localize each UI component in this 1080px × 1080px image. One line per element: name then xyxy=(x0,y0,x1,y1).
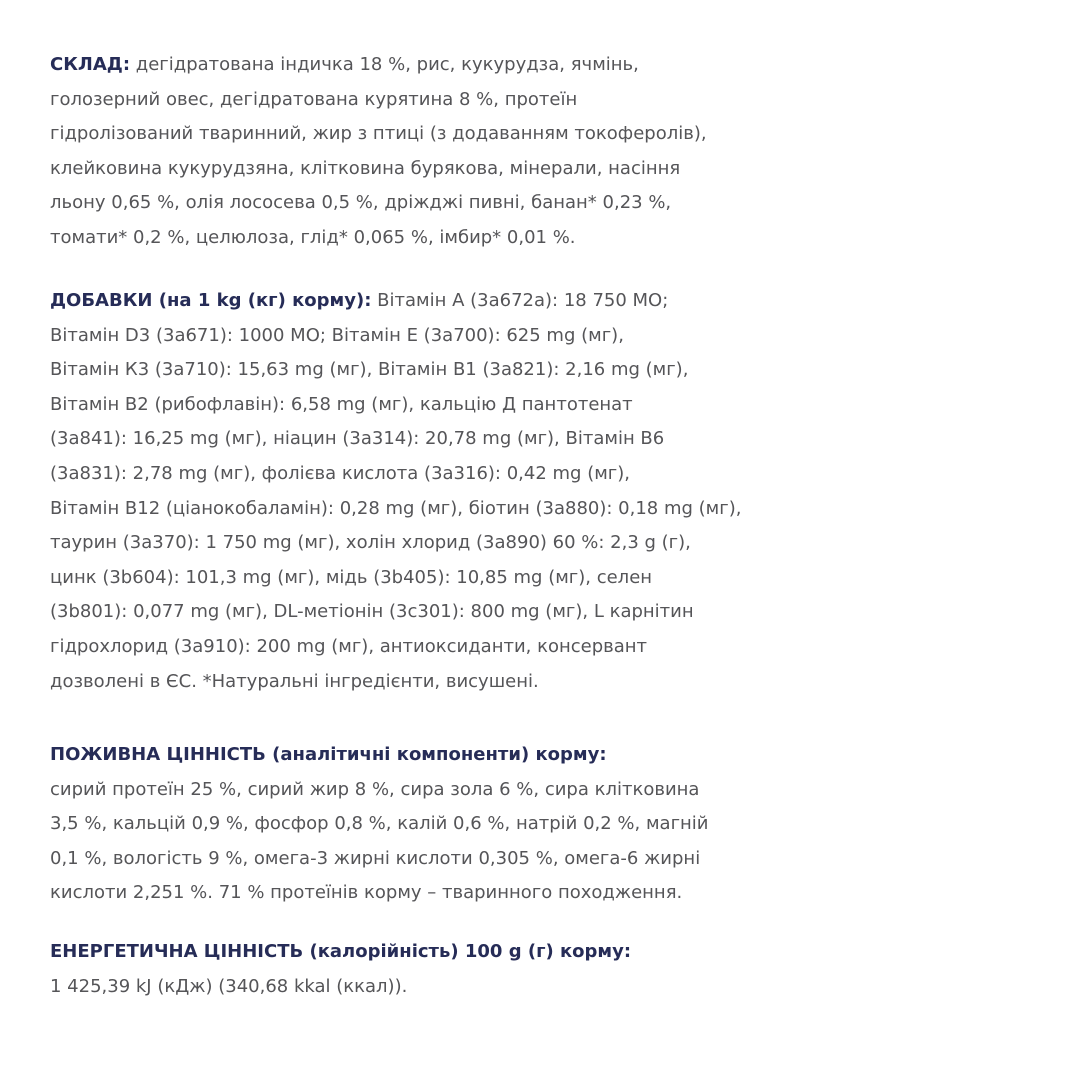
composition-line: гідролізований тваринний, жир з птиці (з додаванням токоферолів), xyxy=(50,123,707,145)
additives-line: Вітамін В12 (ціанокобаламін): 0,28 mg (мг), біотин (3а880): 0,18 mg (мг), xyxy=(50,497,742,519)
composition-heading: СКЛАД: xyxy=(50,54,131,75)
composition-section xyxy=(50,48,1050,256)
energy-heading: ЕНЕРГЕТИЧНА ЦІННІСТЬ (калорійність) 100 g (г) корму: xyxy=(50,941,632,962)
nutrition-line: 0,1 %, вологість 9 %, омега-3 жирні кислоти 0,305 %, омега-6 жирні xyxy=(50,847,701,869)
additives-line: (3а841): 16,25 mg (мг), ніацин (3а314): 20,78 mg (мг), Вітамін В6 xyxy=(50,428,665,450)
composition-line: льону 0,65 %, олія лососева 0,5 %, дріжджі пивні, банан* 0,23 %, xyxy=(50,192,672,214)
additives-line: Вітамін D3 (3а671): 1000 МО; Вітамін Е (3а700): 625 mg (мг), xyxy=(50,324,624,346)
composition-line: клейковина кукурудзяна, клітковина бурякова, мінерали, насіння xyxy=(50,157,681,179)
additives-line: гідрохлорид (3а910): 200 mg (мг), антиоксиданти, консервант xyxy=(50,635,648,657)
composition-line xyxy=(50,48,1050,83)
additives-text: Вітамін А (3а672а): 18 750 МО; xyxy=(371,290,669,311)
nutrition-line: 3,5 %, кальцій 0,9 %, фосфор 0,8 %, калій 0,6 %, натрій 0,2 %, магній xyxy=(50,813,709,835)
additives-line: цинк (3b604): 101,3 mg (мг), мідь (3b405): 10,85 mg (мг), селен xyxy=(50,566,653,588)
composition-line: томати* 0,2 %, целюлоза, глід* 0,065 %, імбир* 0,01 %. xyxy=(50,226,576,248)
composition-text: дегідратована індичка 18 %, рис, кукурудза, ячмінь, xyxy=(130,54,639,75)
additives-heading: ДОБАВКИ (на 1 kg (кг) корму): xyxy=(50,290,372,311)
additives-line xyxy=(50,284,1050,319)
energy-line: 1 425,39 kJ (кДж) (340,68 kkal (ккал)). xyxy=(50,975,408,997)
additives-line: таурин (3а370): 1 750 mg (мг), холін хлорид (3а890) 60 %: 2,3 g (г), xyxy=(50,532,691,554)
additives-line: Вітамін К3 (3а710): 15,63 mg (мг), Вітамін В1 (3а821): 2,16 mg (мг), xyxy=(50,359,689,381)
energy-section xyxy=(50,935,1050,1004)
composition-line: голозерний овес, дегідратована курятина 8 %, протеїн xyxy=(50,88,578,110)
nutrition-section xyxy=(50,738,1050,911)
nutrition-line: сирий протеїн 25 %, сирий жир 8 %, сира зола 6 %, сира клітковина xyxy=(50,778,700,800)
additives-section xyxy=(50,284,1050,699)
additives-line: Вітамін В2 (рибофлавін): 6,58 mg (мг), кальцію Д пантотенат xyxy=(50,393,633,415)
additives-line: дозволені в ЄС. *Натуральні інгредієнти, висушені. xyxy=(50,670,539,692)
nutrition-heading: ПОЖИВНА ЦІННІСТЬ (аналітичні компоненти) корму: xyxy=(50,744,607,765)
additives-line: (3b801): 0,077 mg (мг), DL-метіонін (3c301): 800 mg (мг), L карнітин xyxy=(50,601,694,623)
additives-line: (3а831): 2,78 mg (мг), фолієва кислота (3а316): 0,42 mg (мг), xyxy=(50,462,630,484)
nutrition-line: кислоти 2,251 %. 71 % протеїнів корму – тваринного походження. xyxy=(50,882,683,904)
